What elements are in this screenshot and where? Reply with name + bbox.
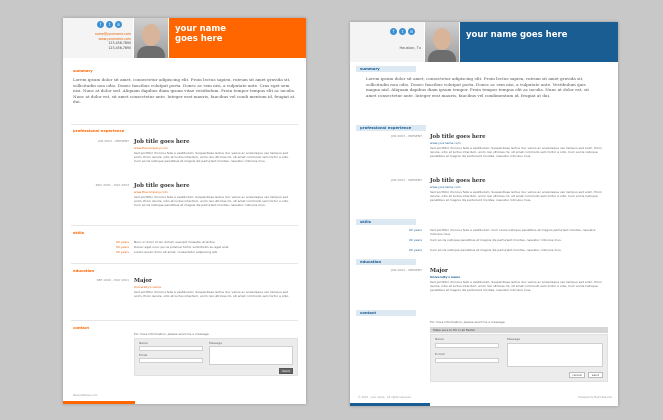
email-input[interactable] xyxy=(435,358,499,363)
job-title: Job title goes here xyxy=(134,183,190,189)
social-icons xyxy=(97,21,122,28)
name-label: Name xyxy=(435,337,444,341)
facebook-icon[interactable]: f xyxy=(97,21,104,28)
footer-accent-bar xyxy=(63,401,135,404)
job-title: Job title goes here xyxy=(134,139,190,145)
education-major: Major xyxy=(430,268,448,274)
section-title: contact xyxy=(356,310,416,316)
education-description: Sed porttitor rhoncus felis a vestibulum. Suspendisse lectus dui, varius ac scelerisque vel, tempus sed enim. Proin iaculis, odio et luctus interdum, enim nisi ultricies mi, sit amet commodo sem tortor a odio. Cum sociis natoque penatibus et magnis dis parturient montes, nascetur ridiculus mus. xyxy=(430,280,602,293)
education-description: Sed porttitor rhoncus felis a vestibulum. Suspendisse lectus dui, varius ac scelerisque vel, tempus sed enim. Proin iaculis, odio et luctus interdum, enim nisi ultricies mi, sit amet commodo sem tortor a odio. xyxy=(134,290,290,299)
name-input[interactable] xyxy=(435,343,499,348)
location-text: Houston, Tx xyxy=(399,46,421,50)
company-link[interactable]: www.yourname.com xyxy=(430,185,461,189)
section-title: summary xyxy=(356,66,416,72)
summary-text: Lorem ipsum dolor sit amet, consectetur adipiscing elit. Proin lectus sapien, rutrum sit amet gravida sit, sollicitudin non odio. Donec faucibus volutpat porta. Donec ac sem nisi, a vulputate ante. Vestibulum quis magna nisl. Aliquam dapibus diam ipsum tempor. Proin tempor tempus elit ac iaculis. Nunc at dolor est, sit amet consectetur ante. Integer erat mauris, faucibus vel condimentum id, feugiat at dui. xyxy=(366,76,590,98)
education-major: Major xyxy=(134,278,152,284)
university-name: University's name xyxy=(430,275,461,279)
summary-section xyxy=(350,66,618,98)
header-contact-area xyxy=(350,22,424,62)
message-textarea[interactable] xyxy=(209,346,293,365)
twitter-icon[interactable]: t xyxy=(399,28,406,35)
form-alert: Make sure to fill in all fields! xyxy=(430,327,608,333)
name-heading: your name goes here xyxy=(460,22,618,62)
contact-section xyxy=(63,325,306,330)
footer-text: ResumeName.com xyxy=(73,394,98,397)
job-dates: JUN 2003 – PRESENT xyxy=(98,139,129,143)
job-dates: JUN 2003 – PRESENT xyxy=(391,178,422,182)
resume-header xyxy=(350,22,618,62)
linkedin-icon[interactable]: in xyxy=(116,22,121,27)
cancel-button[interactable]: cancel xyxy=(569,372,585,378)
contact-note: For more information, please send me a message. xyxy=(430,320,506,324)
job-description: Sed porttitor rhoncus felis a vestibulum. Suspendisse lectus dui, varius ac scelerisque vel, tempus sed enim. Proin iaculis, odio et luctus interdum, enim nisi ultricies mi, sit amet commodo sem tortor a odio. Cum sociis natoque penatibus et magnis dis parturient montes, nascetur ridiculus mus. xyxy=(430,190,602,203)
education-section xyxy=(63,268,306,273)
social-icons xyxy=(390,28,415,35)
section-title: skills xyxy=(356,219,416,225)
skill-years: 00 years xyxy=(115,240,129,244)
job-dates: JUN 2003 – PRESENT xyxy=(391,134,422,138)
name-label: Name xyxy=(139,341,148,345)
skill-years: 00 years xyxy=(115,245,129,249)
university-name: University's name xyxy=(134,285,161,289)
name-input[interactable] xyxy=(139,346,203,351)
experience-section xyxy=(350,125,618,131)
summary-text: Lorem ipsum dolor sit amet, consectetur adipiscing elit. Proin lectus sapien, rutrum sit amet gravida sit, sollicitudin non odio. Donec faucibus volutpat porta. Donec ac sem nisi, a vulputate ante. Cras eget sem nisi. Nunc at dolor sed. Aliquam dapibus diam ipsum vitae vestibulum. Proin tempor tempus elit ac iaculis. Nunc at dolor est, sit amet consectetur ante. Integer erat mauris, faucibus vel condi mentum id, feugiat at dui. xyxy=(73,77,296,105)
contact-form xyxy=(134,338,298,376)
phone-number: 123-456-7890 xyxy=(108,41,131,46)
skill-years: 00 years xyxy=(408,248,422,252)
email-label: E-mail xyxy=(435,352,445,356)
profile-photo xyxy=(134,18,168,58)
section-title: education xyxy=(356,259,416,265)
skill-text: Lorem ipsum dolor sit amet, consectetur adipiscing elit. xyxy=(134,250,218,254)
education-dates: SEP 1999 – MAY 2001 xyxy=(96,278,129,282)
contact-lines xyxy=(95,32,131,50)
job-title: Job title goes here xyxy=(430,178,486,184)
section-title: professional experience xyxy=(356,125,426,131)
skill-text: Cum sociis natoque penatibus et magnis dis parturient montes, nascetur ridiculus mus. xyxy=(430,238,562,242)
resume-header xyxy=(63,18,306,58)
twitter-icon[interactable]: t xyxy=(106,21,113,28)
send-button[interactable]: Send xyxy=(279,368,293,374)
footer-credit[interactable]: Powered by Build Resume xyxy=(578,396,612,399)
facebook-icon[interactable]: f xyxy=(390,28,397,35)
skill-text: Sed porttitor rhoncus felis a vestibulum. Cum sociis natoque penatibus et magnis parturient montes, nascetur ridiculus mus. xyxy=(430,228,596,237)
skill-text: Nunc in dolor id leo dictum suscipit molestie ut lectus. xyxy=(134,240,216,244)
section-title: skills xyxy=(73,230,84,235)
footer xyxy=(63,392,306,404)
name-heading: your name goes here xyxy=(169,18,306,58)
email-label: Email xyxy=(139,353,148,357)
footer-text: © 2012 · your name · All rights reserved xyxy=(358,396,411,399)
message-textarea[interactable] xyxy=(507,343,603,367)
section-title: professional experience xyxy=(73,128,125,133)
skill-text: Cum sociis natoque penatibus et magnis dis parturient montes, nascetur ridiculus mus. xyxy=(430,248,562,252)
skill-text: Donec eget nunc purus pulvinar tortor sollicitudin eu eget erat. xyxy=(134,245,230,249)
experience-section xyxy=(63,128,306,133)
contact-note: For more information, please send me a message. xyxy=(134,332,210,336)
contact-form xyxy=(430,334,608,382)
phone-number: 123-456-7890 xyxy=(108,45,131,50)
skill-years: 00 years xyxy=(408,238,422,242)
job-description: Sed porttitor rhoncus felis a vestibulum. Suspendisse lectus dui, varius ac scelerisque vel, tempus sed enim. Proin iaculis, odio et luctus interdum, enim nisi ultricies mi, sit amet commodo sem tortor a odio. Cum sociis natoque penatibus et magnis dis parturient montes, nascetur ridiculus mus. xyxy=(134,151,290,164)
job-title: Job title goes here xyxy=(430,134,486,140)
message-label: Message xyxy=(209,341,223,345)
email-input[interactable] xyxy=(139,358,203,363)
education-dates: JUN 2003 – PRESENT xyxy=(391,268,422,272)
summary-section xyxy=(63,68,306,105)
website-link[interactable]: www.yourname.com xyxy=(98,36,131,41)
skill-years: 00 years xyxy=(408,228,422,232)
job-description: Sed porttitor rhoncus felis a vestibulum. Suspendisse lectus dui, varius ac scelerisque vel, tempus sed enim. Proin iaculis, odio et luctus interdum, enim nisi ultricies mi, sit amet commodo sem tortor a odio. Cum sociis natoque penatibus et magnis dis parturient montes, nascetur ridiculus mus. xyxy=(134,195,290,208)
linkedin-icon[interactable]: in xyxy=(409,29,414,34)
footer-accent-bar xyxy=(350,403,430,406)
resume-template-orange xyxy=(63,18,306,404)
section-title: contact xyxy=(73,325,90,330)
resume-template-blue xyxy=(350,22,618,406)
company-link[interactable]: www.thecompany.com xyxy=(134,146,168,150)
job-dates: NOV 2001 – MAY 2003 xyxy=(95,183,129,187)
skills-section xyxy=(63,230,306,235)
contact-section xyxy=(350,310,618,316)
section-title: summary xyxy=(73,68,93,73)
send-button[interactable]: send xyxy=(588,372,603,378)
profile-photo xyxy=(425,22,459,62)
email-link[interactable]: name@yourname.com xyxy=(94,32,131,36)
skills-section xyxy=(350,219,618,225)
company-link[interactable]: www.thecompany.com xyxy=(134,190,168,194)
education-section xyxy=(350,259,618,265)
header-contact-area xyxy=(63,18,133,58)
section-title: education xyxy=(73,268,95,273)
company-link[interactable]: www.yourname.com xyxy=(430,141,461,145)
message-label: Message xyxy=(507,337,521,341)
skill-years: 00 years xyxy=(115,250,129,254)
footer xyxy=(350,394,618,406)
job-description: Sed porttitor rhoncus felis a vestibulum. Suspendisse lectus dui, varius ac scelerisque vel, tempus sed enim. Proin iaculis, odio et luctus interdum, enim nisi ultricies mi, sit amet commodo sem tortor a odio. Cum sociis natoque penatibus et magnis dis parturient montes, nascetur ridiculus mus. xyxy=(430,146,602,159)
